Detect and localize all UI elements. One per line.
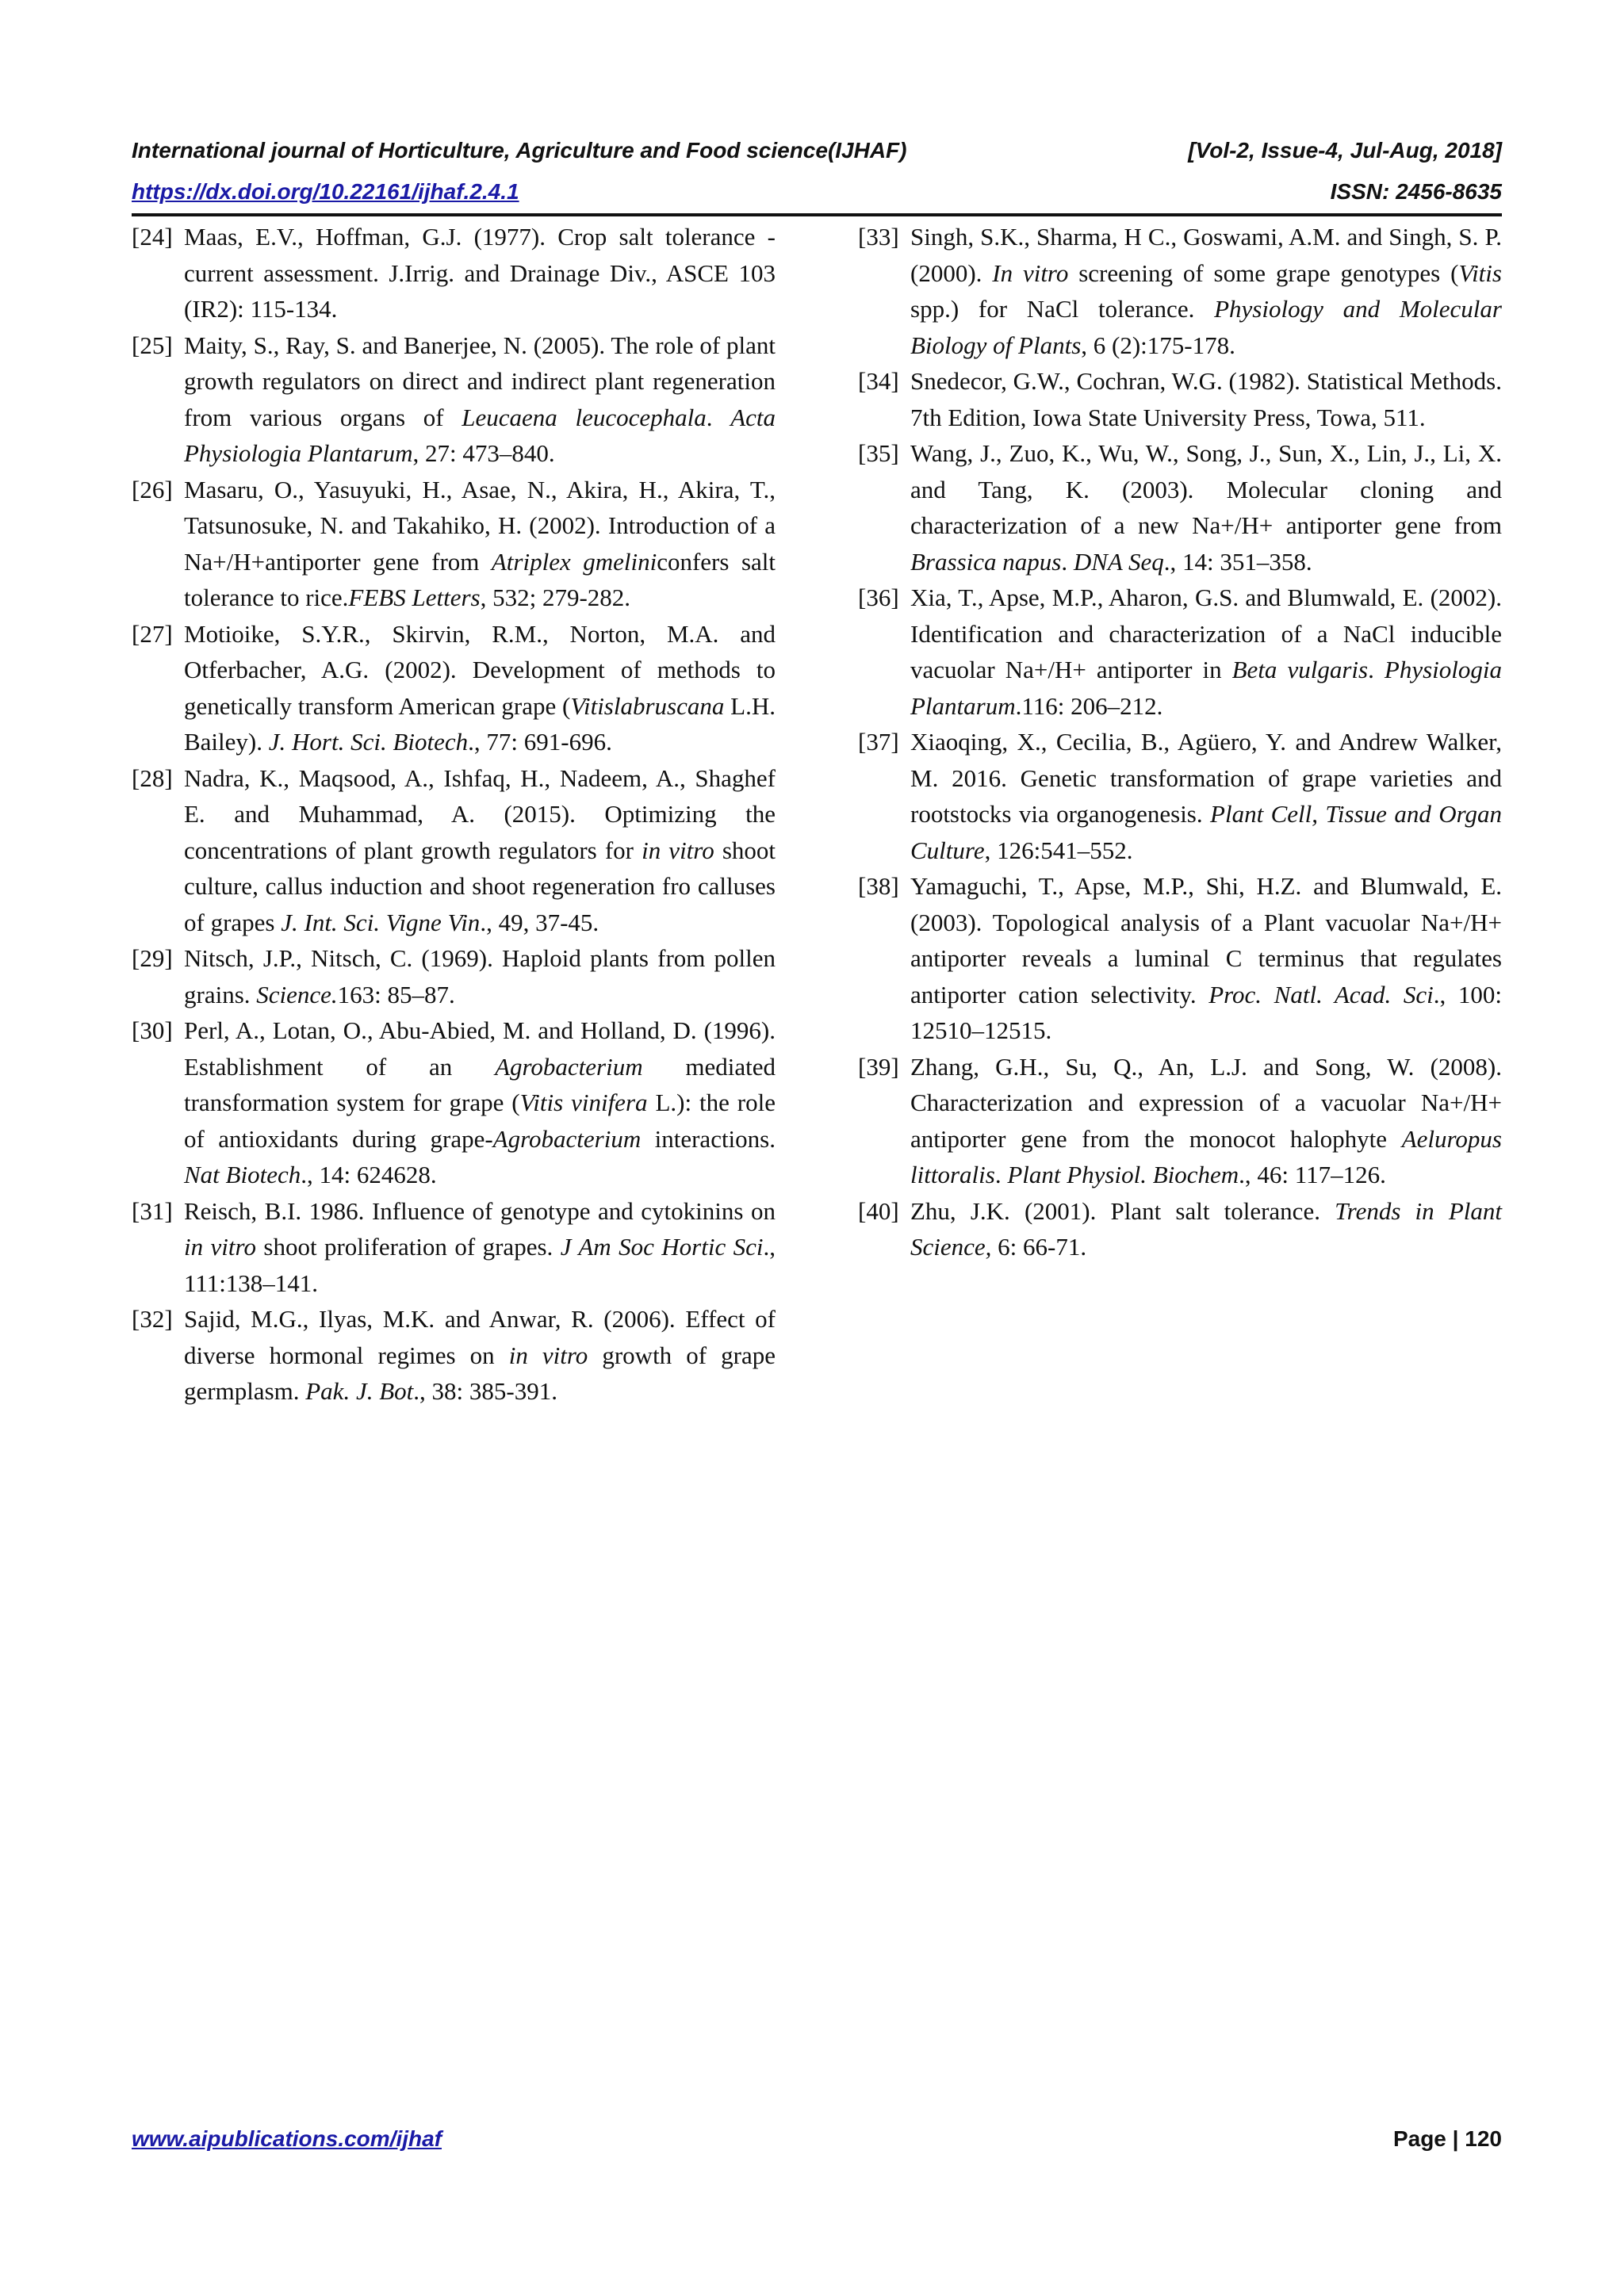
reference-number: [26] [132, 475, 173, 503]
reference-item [132, 940, 776, 1012]
header-divider [132, 213, 1502, 216]
reference-number: [39] [858, 1052, 899, 1081]
reference-number: [38] [858, 872, 899, 900]
reference-text: Xia, T., Apse, M.P., Aharon, G.S. and Blumwald, E. (2002). Identification and characterization of a NaCl inducible vacuolar Na+/H+ antiporter in Beta vulgaris. Physiologia Plantarum.116: 206–212. [910, 584, 1502, 720]
reference-item [858, 724, 1502, 868]
reference-text: Nitsch, J.P., Nitsch, C. (1969). Haploid plants from pollen grains. Science.163: 85–87. [184, 944, 776, 1008]
reference-item [132, 760, 776, 941]
reference-item [858, 363, 1502, 435]
references-column-right [858, 219, 1502, 1265]
reference-item [858, 1193, 1502, 1265]
reference-text: Yamaguchi, T., Apse, M.P., Shi, H.Z. and Blumwald, E. (2003). Topological analysis of a Plant vacuolar Na+/H+ antiporter reveals a luminal C terminus that regulates antiporter cation selectivity. Proc. Natl. Acad. Sci., 100: 12510–12515. [910, 872, 1502, 1044]
reference-item [858, 435, 1502, 580]
reference-text: Motioike, S.Y.R., Skirvin, R.M., Norton, M.A. and Otferbacher, A.G. (2002). Development of methods to genetically transform American grape (Vitislabruscana L.H. Bailey). J. Hort. Sci. Biotech., 77: 691-696. [184, 619, 776, 756]
reference-number: [30] [132, 1016, 173, 1044]
reference-item [132, 1301, 776, 1410]
reference-text: Perl, A., Lotan, O., Abu-Abied, M. and Holland, D. (1996). Establishment of an Agrobacterium mediated transformation system for grape (Vitis vinifera L.): the role of antioxidants during grape-Agrobacterium interactions. Nat Biotech., 14: 624628. [184, 1016, 776, 1188]
reference-item [132, 1012, 776, 1193]
reference-number: [28] [132, 763, 173, 792]
reference-item [132, 616, 776, 760]
reference-number: [33] [858, 223, 899, 251]
reference-item [132, 472, 776, 616]
references-column-left [132, 219, 776, 1410]
reference-number: [31] [132, 1196, 173, 1225]
reference-text: Snedecor, G.W., Cochran, W.G. (1982). Statistical Methods. 7th Edition, Iowa State University Press, Towa, 511. [910, 367, 1502, 431]
reference-text: Maas, E.V., Hoffman, G.J. (1977). Crop salt tolerance - current assessment. J.Irrig. and Drainage Div., ASCE 103 (IR2): 115-134. [184, 223, 776, 323]
issn: ISSN: 2456-8635 [1330, 179, 1502, 204]
reference-text: Wang, J., Zuo, K., Wu, W., Song, J., Sun, X., Lin, J., Li, X. and Tang, K. (2003). Molecular cloning and characterization of a new Na+/H+ antiporter gene from Brassica napus. DNA Seq., 14: 351–358. [910, 439, 1502, 576]
reference-number: [35] [858, 439, 899, 467]
reference-number: [32] [132, 1305, 173, 1333]
reference-text: Xiaoqing, X., Cecilia, B., Agüero, Y. and Andrew Walker, M. 2016. Genetic transformation of grape varieties and rootstocks via organogenesis. Plant Cell, Tissue and Organ Culture, 126:541–552. [910, 728, 1503, 864]
reference-text: Maity, S., Ray, S. and Banerjee, N. (2005). The role of plant growth regulators on direct and indirect plant regeneration from various organs of Leucaena leucocephala. Acta Physiologia Plantarum, 27: 473–840. [184, 331, 776, 467]
reference-item [132, 327, 776, 472]
reference-item [132, 219, 776, 327]
reference-item [858, 868, 1502, 1049]
reference-number: [24] [132, 223, 173, 251]
reference-number: [25] [132, 331, 173, 359]
website-link[interactable]: www.aipublications.com/ijhaf [132, 2126, 442, 2151]
volume-issue: [Vol-2, Issue-4, Jul-Aug, 2018] [1188, 138, 1502, 163]
reference-text: Singh, S.K., Sharma, H C., Goswami, A.M. and Singh, S. P. (2000). In vitro screening of some grape genotypes (Vitis spp.) for NaCl tolerance. Physiology and Molecular Biology of Plants, 6 (2):175-178. [910, 223, 1502, 359]
reference-text: Zhu, J.K. (2001). Plant salt tolerance. Trends in Plant Science, 6: 66-71. [910, 1196, 1502, 1261]
page-number: Page | 120 [1392, 2126, 1502, 2151]
reference-item [858, 1049, 1502, 1193]
reference-number: [27] [132, 619, 173, 648]
reference-number: [29] [132, 944, 173, 972]
reference-item [858, 219, 1502, 363]
reference-text: Sajid, M.G., Ilyas, M.K. and Anwar, R. (2006). Effect of diverse hormonal regimes on in vitro growth of grape germplasm. Pak. J. Bot., 38: 385-391. [184, 1305, 776, 1405]
reference-number: [36] [858, 584, 899, 611]
reference-number: [37] [858, 728, 899, 756]
reference-text: Masaru, O., Yasuyuki, H., Asae, N., Akira, H., Akira, T., Tatsunosuke, N. and Takahiko, H. (2002). Introduction of a Na+/H+antiporter gene from Atriplex gmeliniconfers salt tolerance to rice.FEBS Letters, 532; 279-282. [184, 475, 776, 611]
reference-number: [34] [858, 367, 899, 395]
journal-title: International journal of Horticulture, Agriculture and Food science(IJHAF) [132, 138, 907, 163]
doi-link[interactable]: https://dx.doi.org/10.22161/ijhaf.2.4.1 [132, 179, 519, 204]
reference-item [858, 580, 1502, 724]
reference-text: Reisch, B.I. 1986. Influence of genotype and cytokinins on in vitro shoot proliferation of grapes. J Am Soc Hortic Sci., 111:138–141. [184, 1196, 776, 1297]
reference-number: [40] [858, 1196, 899, 1225]
reference-text: Zhang, G.H., Su, Q., An, L.J. and Song, W. (2008). Characterization and expression of a vacuolar Na+/H+ antiporter gene from the monocot halophyte Aeluropus littoralis. Plant Physiol. Biochem., 46: 117–126. [910, 1052, 1502, 1188]
reference-item [132, 1193, 776, 1302]
reference-text: Nadra, K., Maqsood, A., Ishfaq, H., Nadeem, A., Shaghef E. and Muhammad, A. (2015). Optimizing the concentrations of plant growth regulators for in vitro shoot culture, callus induction and shoot regeneration fro calluses of grapes J. Int. Sci. Vigne Vin., 49, 37-45. [184, 763, 776, 936]
